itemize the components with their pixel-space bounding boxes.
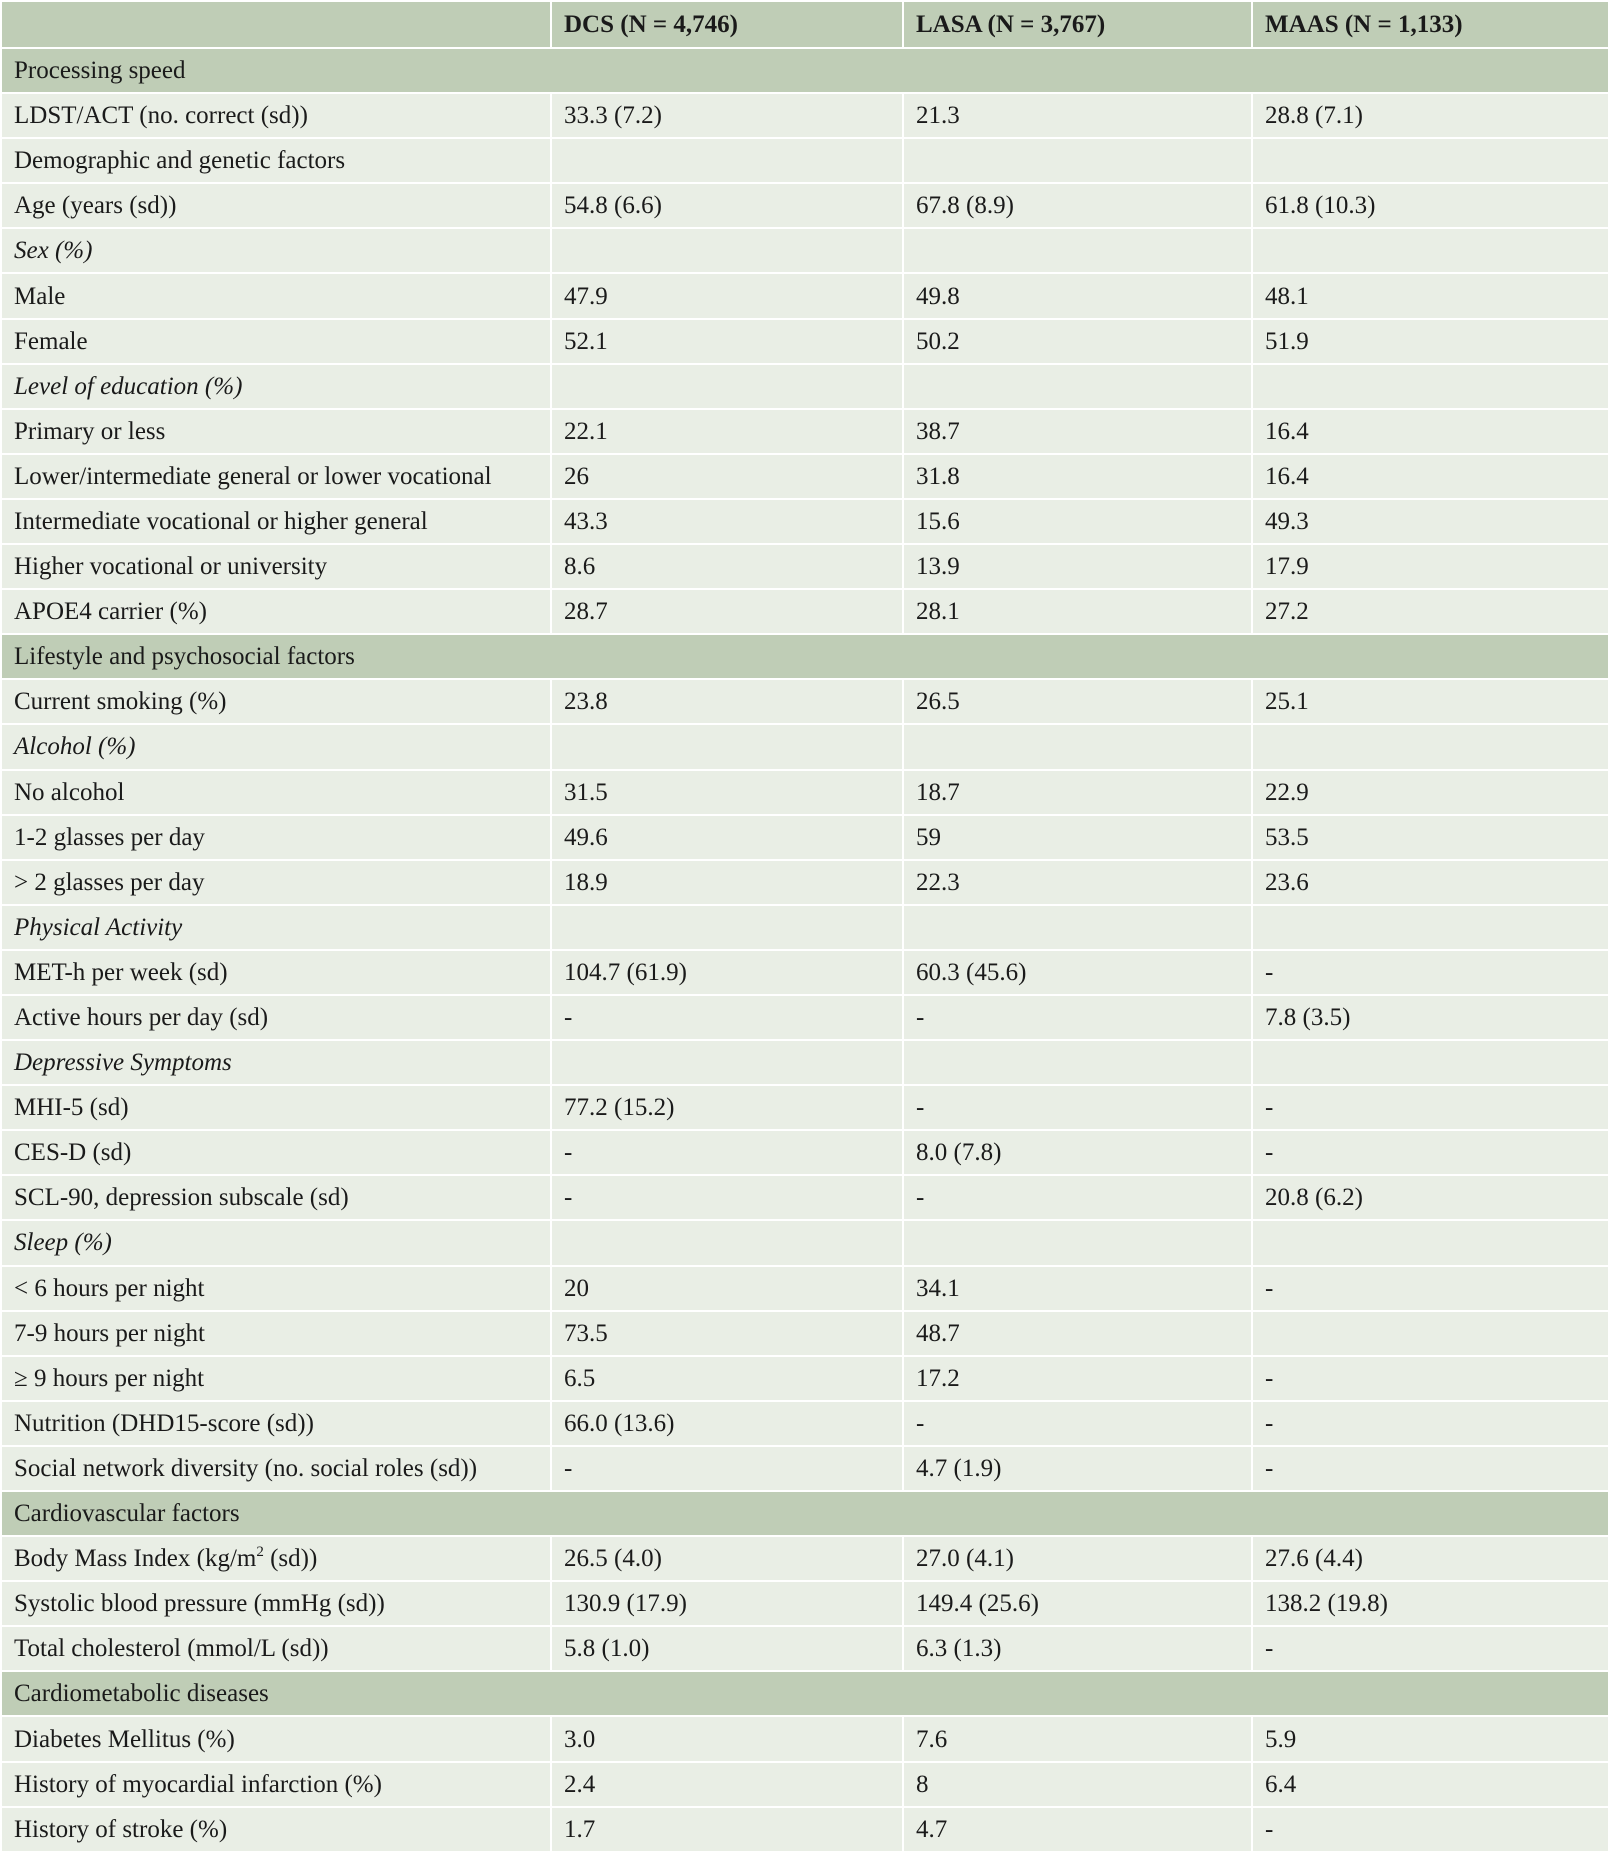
row-label-text: Primary or less [14, 417, 166, 445]
table-row [1, 1807, 1608, 1852]
maas-value: 20.8 (6.2) [1252, 1175, 1608, 1220]
empty-cell [551, 905, 903, 950]
maas-value: 17.9 [1252, 544, 1608, 589]
table-body [1, 48, 1608, 1852]
table-row [1, 995, 1608, 1040]
row-label-text: Higher vocational or university [14, 553, 328, 581]
empty-cell [551, 364, 903, 409]
table-row [1, 319, 1608, 364]
empty-cell [903, 905, 1252, 950]
maas-value: 138.2 (19.8) [1252, 1581, 1608, 1626]
lasa-value: 49.8 [903, 273, 1252, 318]
empty-cell [551, 1040, 903, 1085]
row-label [1, 1581, 551, 1626]
row-label-text: Current smoking (%) [14, 688, 227, 716]
maas-value: 61.8 (10.3) [1252, 183, 1608, 228]
section-title: Processing speed [1, 48, 1608, 93]
row-label-text: Total cholesterol (mmol/L (sd)) [14, 1635, 329, 1663]
dcs-value: 22.1 [551, 409, 903, 454]
lasa-value: 38.7 [903, 409, 1252, 454]
table-row [1, 138, 1608, 183]
table-row [1, 1626, 1608, 1671]
lasa-value: 50.2 [903, 319, 1252, 364]
row-label-text: Diabetes Mellitus (%) [14, 1725, 235, 1753]
row-label [1, 1762, 551, 1807]
table-row [1, 815, 1608, 860]
subheader-label: Sleep (%) [1, 1220, 551, 1265]
maas-value: - [1252, 1446, 1608, 1491]
empty-cell [1252, 1040, 1608, 1085]
table-row [1, 1130, 1608, 1175]
maas-value: - [1252, 1807, 1608, 1852]
subheader-label: Depressive Symptoms [1, 1040, 551, 1085]
dcs-value: 28.7 [551, 589, 903, 634]
maas-value: 51.9 [1252, 319, 1608, 364]
table-row [1, 1085, 1608, 1130]
dcs-value: 6.5 [551, 1356, 903, 1401]
table-row [1, 1266, 1608, 1311]
lasa-value: 149.4 (25.6) [903, 1581, 1252, 1626]
table-row [1, 950, 1608, 995]
lasa-value: 8 [903, 1762, 1252, 1807]
empty-cell [1252, 724, 1608, 769]
row-label-text: Active hours per day (sd) [14, 1004, 269, 1032]
empty-cell [551, 724, 903, 769]
row-label [1, 273, 551, 318]
table-row [1, 1401, 1608, 1446]
row-label-text: History of myocardial infarction (%) [14, 1770, 382, 1798]
empty-cell [903, 364, 1252, 409]
subheader-row [1, 1220, 1608, 1265]
empty-cell [1252, 1220, 1608, 1265]
dcs-value: - [551, 1175, 903, 1220]
row-label [1, 950, 551, 995]
maas-value: - [1252, 950, 1608, 995]
empty-cell [551, 1220, 903, 1265]
maas-value: 27.2 [1252, 589, 1608, 634]
lasa-value [903, 138, 1252, 183]
lasa-value: 15.6 [903, 499, 1252, 544]
row-label-text: Demographic and genetic factors [14, 147, 346, 175]
row-label-superscript: 2 [256, 1544, 264, 1561]
maas-value: 7.8 (3.5) [1252, 995, 1608, 1040]
row-label [1, 93, 551, 138]
table-row [1, 1716, 1608, 1761]
row-label [1, 1716, 551, 1761]
dcs-value: 52.1 [551, 319, 903, 364]
subheader-row [1, 364, 1608, 409]
dcs-value: 2.4 [551, 1762, 903, 1807]
table-row [1, 93, 1608, 138]
table-row [1, 1446, 1608, 1491]
dcs-value: 54.8 (6.6) [551, 183, 903, 228]
subheader-label: Level of education (%) [1, 364, 551, 409]
lasa-value: 4.7 (1.9) [903, 1446, 1252, 1491]
row-label [1, 1130, 551, 1175]
dcs-value: 47.9 [551, 273, 903, 318]
row-label [1, 770, 551, 815]
row-label [1, 1266, 551, 1311]
lasa-value: 7.6 [903, 1716, 1252, 1761]
maas-value [1252, 1311, 1608, 1356]
lasa-value: 28.1 [903, 589, 1252, 634]
table-row [1, 1762, 1608, 1807]
row-label-text: < 6 hours per night [14, 1274, 205, 1302]
maas-value: 49.3 [1252, 499, 1608, 544]
row-label-text: Social network diversity (no. social roles (sd)) [14, 1454, 478, 1482]
row-label [1, 454, 551, 499]
row-label-text: Body Mass Index (kg/m [14, 1545, 257, 1573]
row-label-text: MET-h per week (sd) [14, 958, 228, 986]
maas-value: 16.4 [1252, 454, 1608, 499]
dcs-value: 3.0 [551, 1716, 903, 1761]
lasa-value: 26.5 [903, 679, 1252, 724]
row-label-text: Male [14, 282, 66, 310]
lasa-value: 6.3 (1.3) [903, 1626, 1252, 1671]
dcs-value: 31.5 [551, 770, 903, 815]
subheader-label: Physical Activity [1, 905, 551, 950]
row-label [1, 1311, 551, 1356]
lasa-value: 34.1 [903, 1266, 1252, 1311]
subheader-row [1, 228, 1608, 273]
lasa-value: - [903, 1085, 1252, 1130]
lasa-value: 60.3 (45.6) [903, 950, 1252, 995]
row-label-text: History of stroke (%) [14, 1815, 228, 1843]
lasa-value: 18.7 [903, 770, 1252, 815]
maas-value: 22.9 [1252, 770, 1608, 815]
row-label-text: Female [14, 327, 88, 355]
row-label [1, 409, 551, 454]
header-cell-label [1, 1, 551, 48]
dcs-value: 49.6 [551, 815, 903, 860]
empty-cell [903, 228, 1252, 273]
lasa-value: 13.9 [903, 544, 1252, 589]
empty-cell [551, 228, 903, 273]
subheader-row [1, 905, 1608, 950]
table-row [1, 770, 1608, 815]
maas-value: 53.5 [1252, 815, 1608, 860]
subheader-label: Sex (%) [1, 228, 551, 273]
dcs-value: 1.7 [551, 1807, 903, 1852]
dcs-value: 43.3 [551, 499, 903, 544]
section-row [1, 1671, 1608, 1716]
table-header [1, 1, 1608, 48]
row-label-text: 1-2 glasses per day [14, 823, 205, 851]
maas-value: - [1252, 1085, 1608, 1130]
row-label-text: Intermediate vocational or higher general [14, 507, 428, 535]
maas-value: 28.8 (7.1) [1252, 93, 1608, 138]
table-row [1, 1175, 1608, 1220]
empty-cell [903, 724, 1252, 769]
row-label [1, 499, 551, 544]
row-label-text: SCL-90, depression subscale (sd) [14, 1184, 349, 1212]
row-label [1, 1356, 551, 1401]
row-label [1, 1807, 551, 1852]
maas-value: - [1252, 1266, 1608, 1311]
maas-value: 6.4 [1252, 1762, 1608, 1807]
row-label-text: APOE4 carrier (%) [14, 598, 207, 626]
lasa-value: 8.0 (7.8) [903, 1130, 1252, 1175]
dcs-value: - [551, 995, 903, 1040]
table-row [1, 273, 1608, 318]
lasa-value: - [903, 1401, 1252, 1446]
table-row [1, 499, 1608, 544]
header-cell-maas: MAAS (N = 1,133) [1252, 1, 1608, 48]
maas-value: 16.4 [1252, 409, 1608, 454]
dcs-value: 77.2 (15.2) [551, 1085, 903, 1130]
table-row [1, 183, 1608, 228]
dcs-value: 20 [551, 1266, 903, 1311]
empty-cell [903, 1220, 1252, 1265]
row-label [1, 1446, 551, 1491]
lasa-value: 67.8 (8.9) [903, 183, 1252, 228]
dcs-value: 33.3 (7.2) [551, 93, 903, 138]
section-title: Cardiovascular factors [1, 1491, 1608, 1536]
row-label [1, 860, 551, 905]
dcs-value: 23.8 [551, 679, 903, 724]
header-row [1, 1, 1608, 48]
row-label-text: ≥ 9 hours per night [14, 1364, 205, 1392]
lasa-value: - [903, 995, 1252, 1040]
maas-value: 25.1 [1252, 679, 1608, 724]
row-label-text: > 2 glasses per day [14, 868, 205, 896]
maas-value: 5.9 [1252, 1716, 1608, 1761]
lasa-value: 59 [903, 815, 1252, 860]
dcs-value: - [551, 1130, 903, 1175]
empty-cell [903, 1040, 1252, 1085]
dcs-value [551, 138, 903, 183]
row-label [1, 589, 551, 634]
maas-value: 27.6 (4.4) [1252, 1536, 1608, 1581]
row-label-text: CES-D (sd) [14, 1139, 132, 1167]
table-row [1, 860, 1608, 905]
table-row [1, 1581, 1608, 1626]
table-row [1, 589, 1608, 634]
row-label [1, 995, 551, 1040]
row-label [1, 679, 551, 724]
empty-cell [1252, 364, 1608, 409]
dcs-value: 73.5 [551, 1311, 903, 1356]
lasa-value: 48.7 [903, 1311, 1252, 1356]
table-row [1, 1311, 1608, 1356]
lasa-value: 17.2 [903, 1356, 1252, 1401]
lasa-value: 27.0 (4.1) [903, 1536, 1252, 1581]
lasa-value: 21.3 [903, 93, 1252, 138]
row-label [1, 319, 551, 364]
empty-cell [1252, 228, 1608, 273]
section-row [1, 48, 1608, 93]
row-label [1, 1175, 551, 1220]
table-row [1, 454, 1608, 499]
dcs-value: 130.9 (17.9) [551, 1581, 903, 1626]
empty-cell [1252, 905, 1608, 950]
row-label-text: Systolic blood pressure (mmHg (sd)) [14, 1590, 385, 1618]
maas-value: - [1252, 1130, 1608, 1175]
table-row [1, 544, 1608, 589]
table-row [1, 409, 1608, 454]
section-row [1, 1491, 1608, 1536]
table-row [1, 1536, 1608, 1581]
subheader-row [1, 1040, 1608, 1085]
maas-value: 23.6 [1252, 860, 1608, 905]
row-label [1, 1401, 551, 1446]
row-label-text: MHI-5 (sd) [14, 1094, 129, 1122]
lasa-value: - [903, 1175, 1252, 1220]
row-label-text: Nutrition (DHD15-score (sd)) [14, 1409, 314, 1437]
table-row [1, 679, 1608, 724]
row-label [1, 1085, 551, 1130]
maas-value [1252, 138, 1608, 183]
maas-value: - [1252, 1401, 1608, 1446]
row-label-text: No alcohol [14, 778, 125, 806]
maas-value: - [1252, 1626, 1608, 1671]
subheader-row [1, 724, 1608, 769]
row-label-text: LDST/ACT (no. correct (sd)) [14, 102, 308, 130]
section-title: Cardiometabolic diseases [1, 1671, 1608, 1716]
dcs-value: 5.8 (1.0) [551, 1626, 903, 1671]
dcs-value: - [551, 1446, 903, 1491]
row-label-suffix: (sd)) [263, 1545, 318, 1573]
table-row [1, 1356, 1608, 1401]
dcs-value: 8.6 [551, 544, 903, 589]
header-cell-lasa: LASA (N = 3,767) [903, 1, 1252, 48]
row-label-text: Age (years (sd)) [14, 192, 177, 220]
lasa-value: 31.8 [903, 454, 1252, 499]
row-label [1, 138, 551, 183]
dcs-value: 26.5 (4.0) [551, 1536, 903, 1581]
row-label [1, 1536, 551, 1581]
lasa-value: 4.7 [903, 1807, 1252, 1852]
row-label [1, 544, 551, 589]
section-title: Lifestyle and psychosocial factors [1, 634, 1608, 679]
dcs-value: 26 [551, 454, 903, 499]
row-label-text: Lower/intermediate general or lower vocational [14, 462, 492, 490]
lasa-value: 22.3 [903, 860, 1252, 905]
section-row [1, 634, 1608, 679]
dcs-value: 104.7 (61.9) [551, 950, 903, 995]
header-cell-dcs: DCS (N = 4,746) [551, 1, 903, 48]
row-label-text: 7-9 hours per night [14, 1319, 205, 1347]
maas-value: 48.1 [1252, 273, 1608, 318]
row-label [1, 1626, 551, 1671]
maas-value: - [1252, 1356, 1608, 1401]
row-label [1, 183, 551, 228]
dcs-value: 18.9 [551, 860, 903, 905]
subheader-label: Alcohol (%) [1, 724, 551, 769]
row-label [1, 815, 551, 860]
dcs-value: 66.0 (13.6) [551, 1401, 903, 1446]
